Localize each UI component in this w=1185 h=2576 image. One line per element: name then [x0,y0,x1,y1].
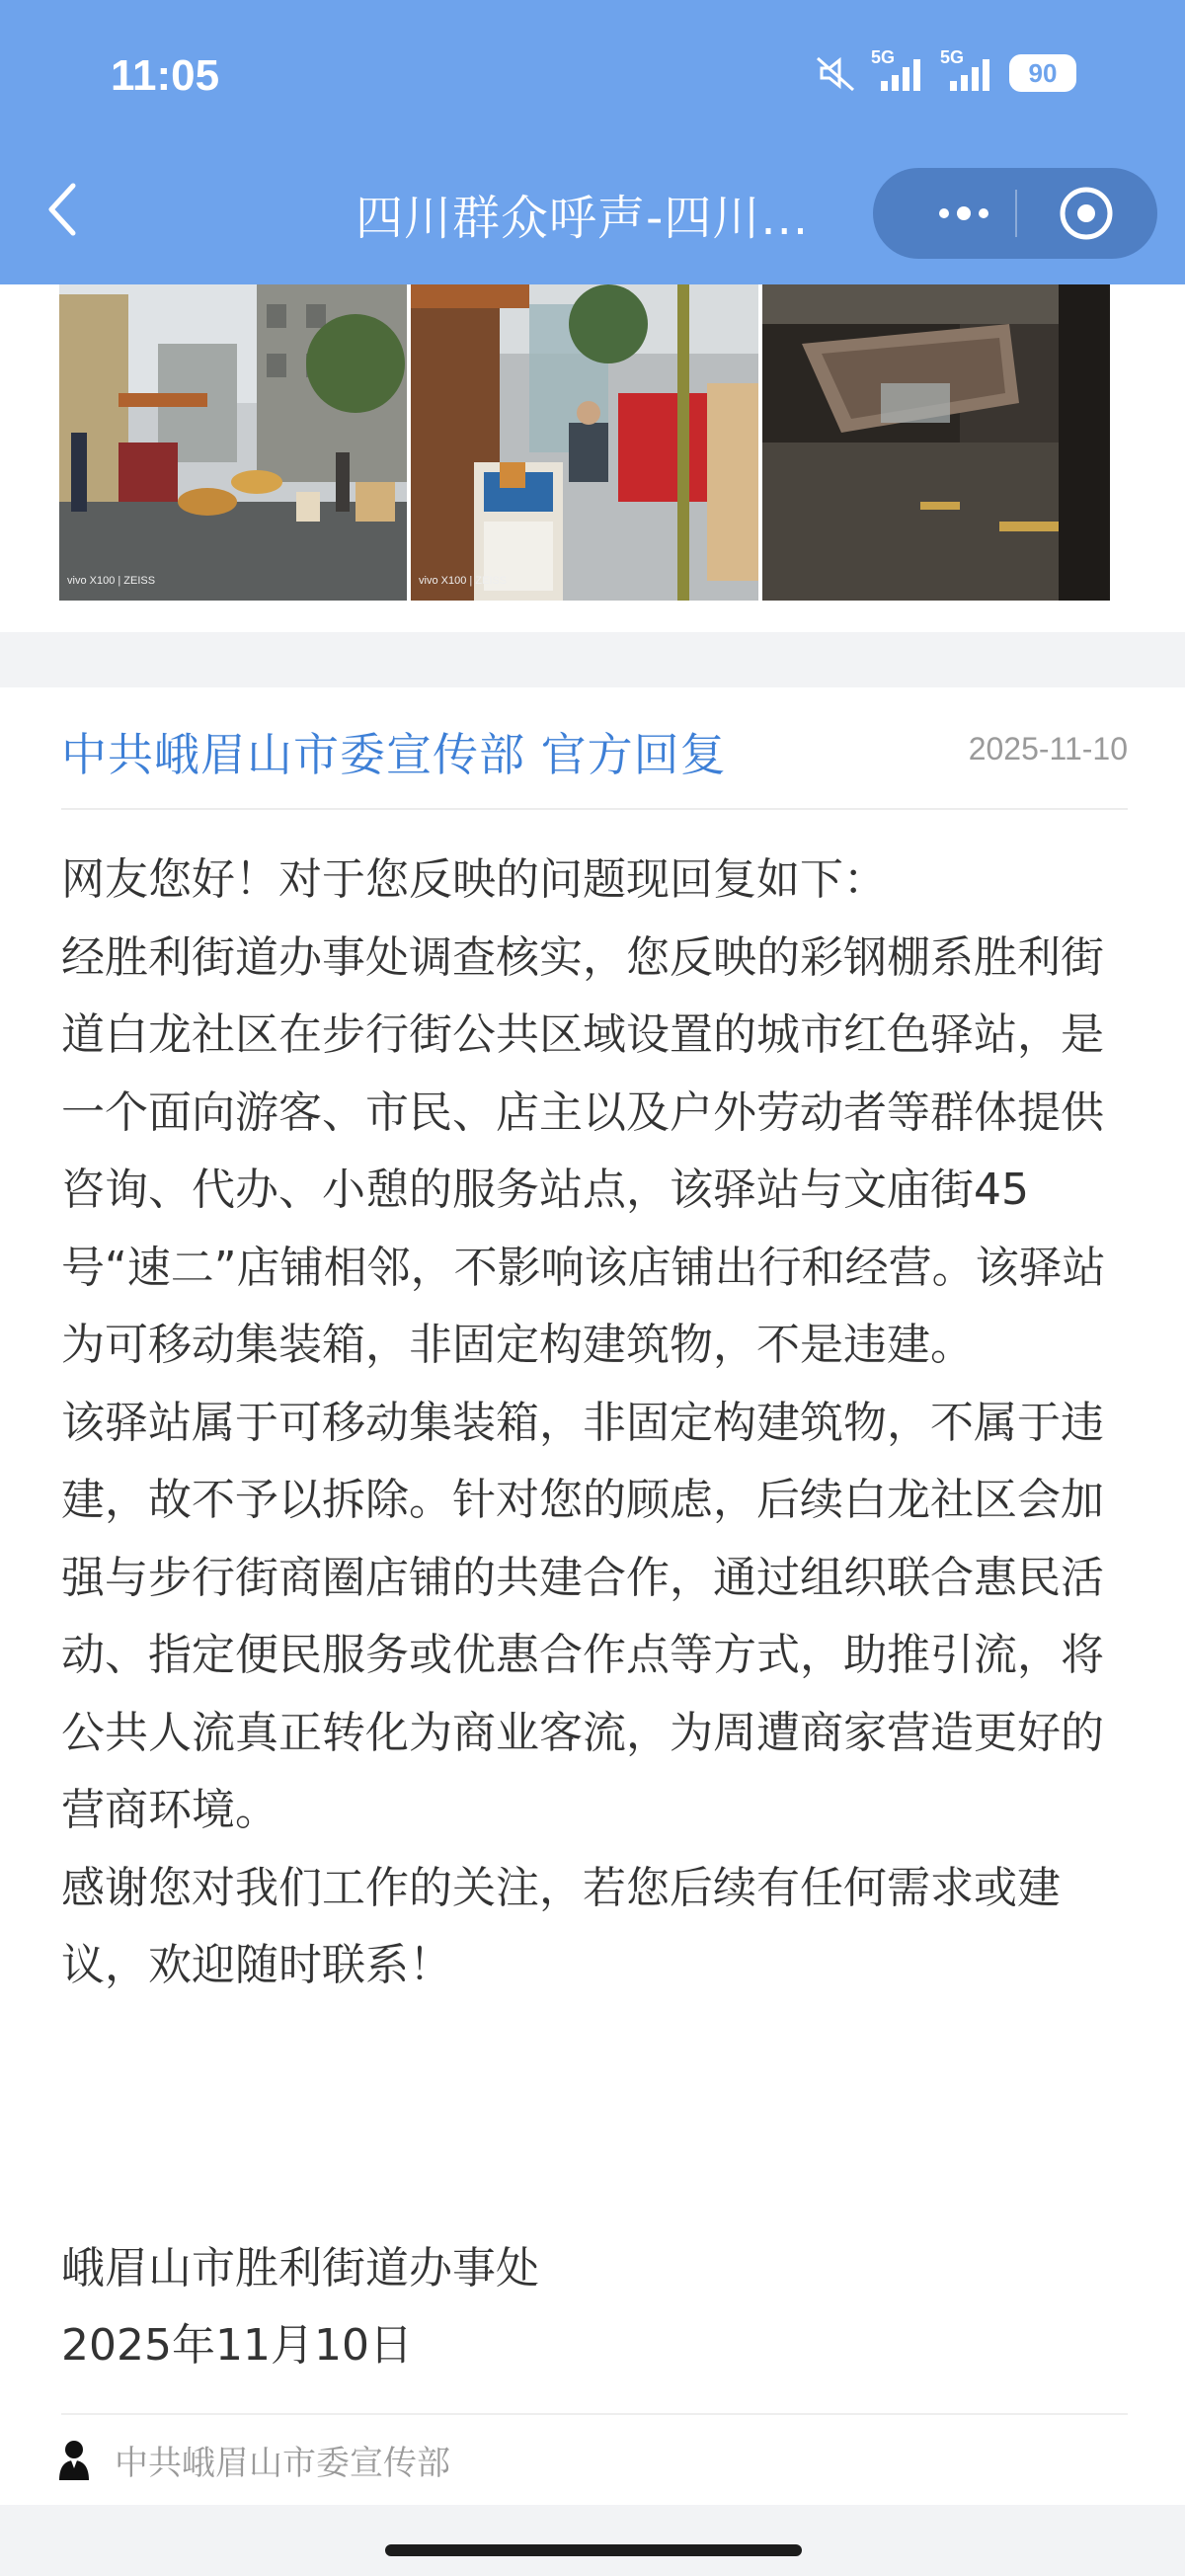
more-dots-icon [912,168,1015,259]
mini-program-capsule [873,168,1157,259]
app-header [0,0,1185,284]
reply-paragraph: 经胜利街道办事处调查核实，您反映的彩钢棚系胜利街道白龙社区在步行街公共区域设置的城市红色驿站，是一个面向游客、市民、店主以及户外劳动者等群体提供咨询、代办、小憩的服务站点，该驿站与文庙街45号“速二”店铺相邻，不影响该店铺出行和经营。该驿站为可移动集装箱，非固定构建筑物，不是违建。 [61,931,1106,1370]
photo-kiosk-stall[interactable] [411,284,758,601]
target-close-icon [1045,168,1134,259]
page-title: 四川群众呼声-四川... [356,191,810,246]
photo-street-market[interactable] [59,284,407,601]
reply-paragraph: 网友您好！对于您反映的问题现回复如下： [61,854,887,905]
network-type-label: 5G [871,47,896,67]
photo-caption-2: vivo X100 | ZEISS [419,575,508,587]
mute-icon [814,54,857,92]
signal-icon [871,47,926,93]
signature-date: 2025年11月10日 [61,2320,413,2371]
photo-strip [59,284,1114,601]
reply-source[interactable]: 中共峨眉山市委宣传部 官方回复 [61,728,727,781]
reply-paragraph: 感谢您对我们工作的关注，若您后续有任何需求或建议，欢迎随时联系！ [61,1862,1061,1990]
reply-body [61,842,1128,2005]
capsule-divider [1015,190,1017,237]
reply-date: 2025-11-10 [968,731,1128,766]
person-icon [57,2439,91,2480]
signal-icon-2 [940,47,995,93]
home-indicator[interactable] [385,2544,802,2556]
status-icons [814,47,1076,93]
author-row[interactable] [57,2432,450,2487]
close-button[interactable] [1045,168,1134,259]
signature-org: 峨眉山市胜利街道办事处 [61,2243,539,2294]
back-button[interactable] [43,180,83,239]
chevron-left-icon [43,180,83,239]
section-divider [0,632,1185,687]
battery-indicator: 90 [1009,54,1076,92]
footer-divider [61,2413,1128,2415]
photo-container-night[interactable] [762,284,1110,601]
photo-caption: vivo X100 | ZEISS [67,575,156,587]
bottom-band [0,2505,1185,2576]
network-type-label-2: 5G [940,47,965,67]
more-button[interactable] [912,168,1015,259]
reply-signature [61,2230,539,2384]
reply-paragraph: 该驿站属于可移动集装箱，非固定构建筑物，不属于违建，故不予以拆除。针对您的顾虑，后续白龙社区会加强与步行街商圈店铺的共建合作，通过组织联合惠民活动、指定便民服务或优惠合作点等方式，助推引流，将公共人流真正转化为商业客流，为周遭商家营造更好的营商环境。 [61,1397,1104,1835]
status-time: 11:05 [111,51,220,100]
reply-header [61,719,1128,810]
author-name: 中共峨眉山市委宣传部 [115,2443,450,2483]
